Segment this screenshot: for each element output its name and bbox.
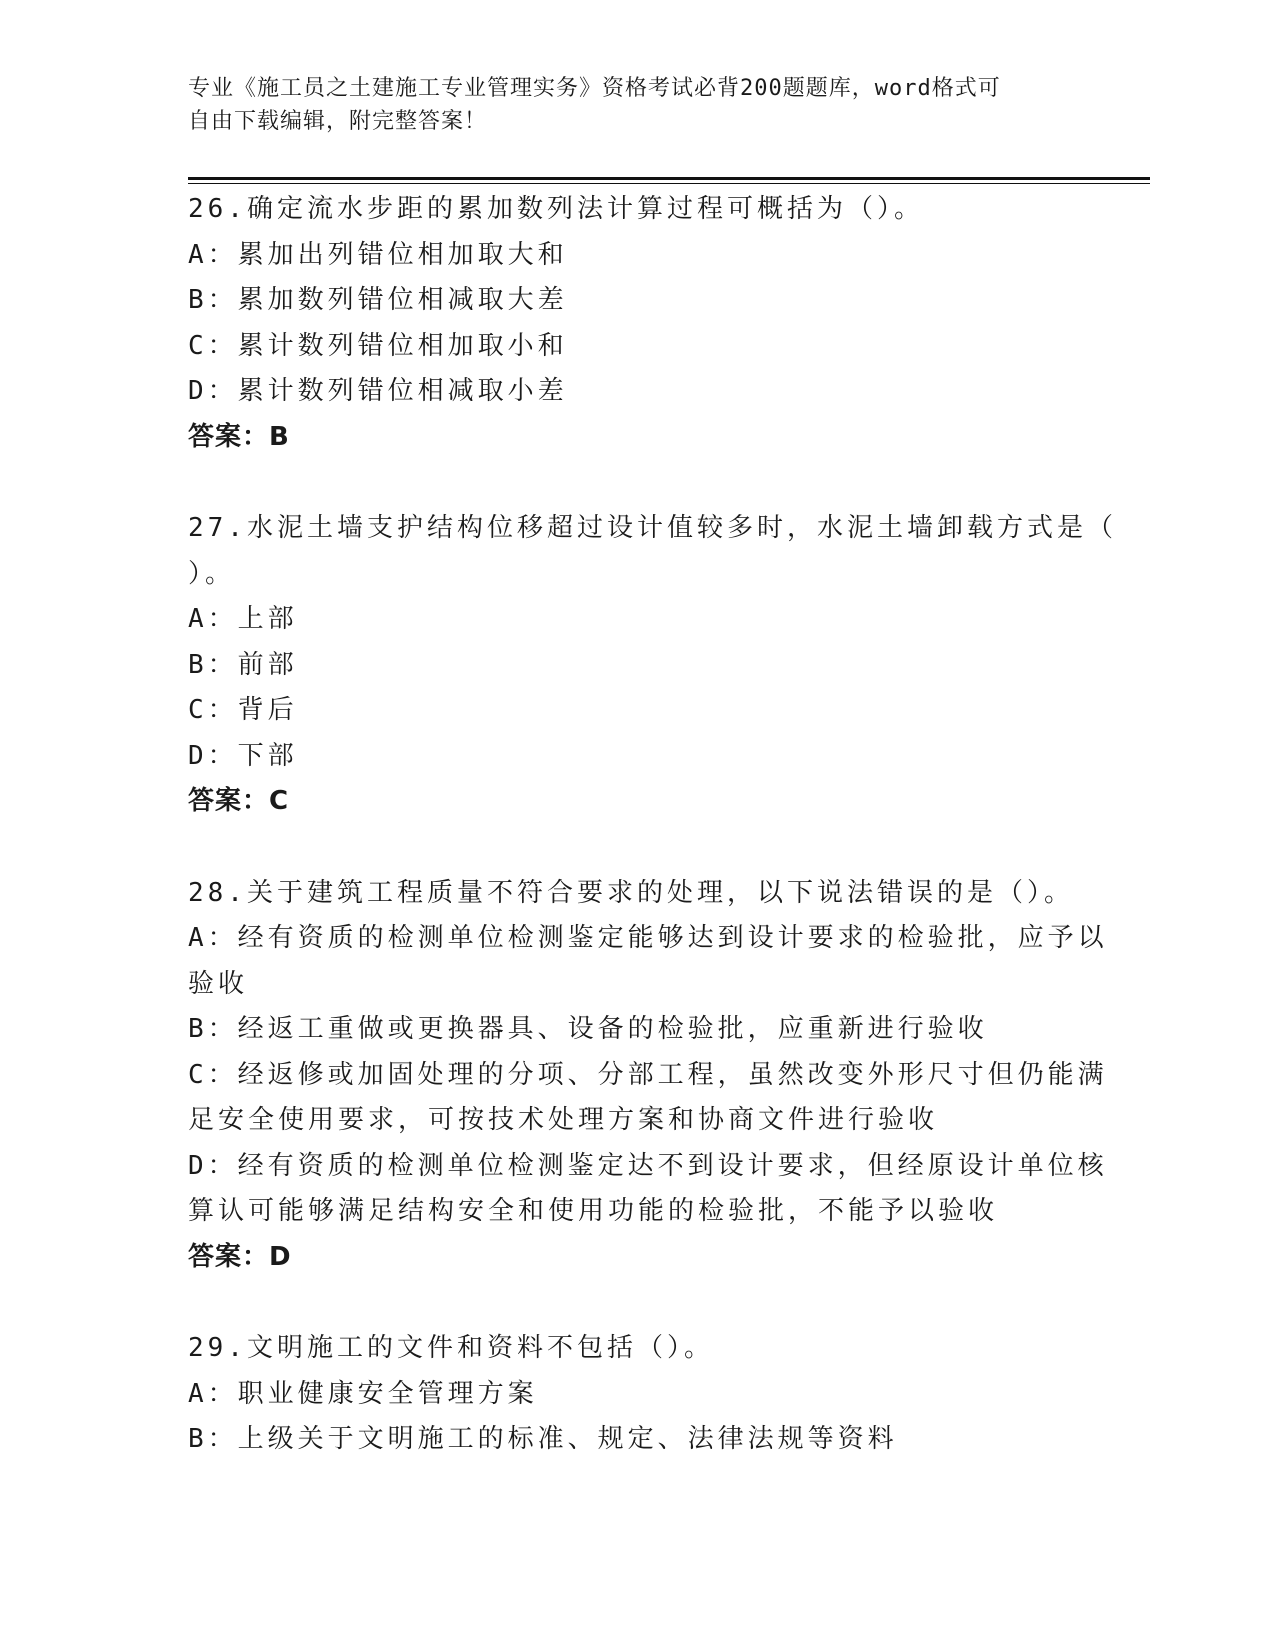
document-header <box>188 72 1068 138</box>
option-d: D：累计数列错位相减取小差 <box>188 376 568 406</box>
option-d: D：下部 <box>188 740 298 771</box>
question-spacer <box>188 825 1078 871</box>
question-stem: 27.水泥土墙支护结构位移超过设计值较多时，水泥土墙卸载方式是（ <box>188 513 1117 543</box>
question-block <box>188 871 1108 1281</box>
question-stem: 29.文明施工的文件和资料不包括（）。 <box>188 1333 714 1363</box>
answer-line: 答案：D <box>188 1241 292 1272</box>
question-spacer <box>188 460 1078 506</box>
answer-line: 答案：B <box>188 421 290 452</box>
option-c-continued: 足安全使用要求，可按技术处理方案和协商文件进行验收 <box>188 1105 939 1135</box>
answer-line: 答案：C <box>188 786 290 816</box>
option-a: A：上部 <box>188 604 298 634</box>
header-line: 专业《施工员之土建施工专业管理实务》资格考试必背200题题库，word格式可 <box>188 76 1001 101</box>
question-stem: 28.关于建筑工程质量不符合要求的处理，以下说法错误的是（）。 <box>188 877 1074 908</box>
option-a-continued: 验收 <box>188 968 249 999</box>
question-list <box>188 187 1117 1463</box>
option-d-continued: 算认可能够满足结构安全和使用功能的检验批，不能予以验收 <box>188 1196 999 1226</box>
option-b: B：累加数列错位相减取大差 <box>188 285 568 315</box>
question-stem: 26.确定流水步距的累加数列法计算过程可概括为（）。 <box>188 194 924 224</box>
option-c: C：累计数列错位相加取小和 <box>188 330 568 361</box>
option-b: B：上级关于文明施工的标准、规定、法律法规等资料 <box>188 1424 898 1454</box>
question-spacer <box>188 1280 1078 1326</box>
option-b: B：前部 <box>188 649 298 680</box>
option-a: A：经有资质的检测单位检测鉴定能够达到设计要求的检验批，应予以 <box>188 923 1108 953</box>
option-d: D：经有资质的检测单位检测鉴定达不到设计要求，但经原设计单位核 <box>188 1150 1108 1181</box>
question-block <box>188 1326 1078 1463</box>
header-divider-thick <box>188 177 1150 180</box>
option-c: C：经返修或加固处理的分项、分部工程，虽然改变外形尺寸但仍能满 <box>188 1059 1108 1090</box>
option-c: C：背后 <box>188 695 298 725</box>
question-stem-continued: ）。 <box>188 558 236 589</box>
header-line: 自由下载编辑，附完整答案！ <box>188 109 488 134</box>
question-block <box>188 187 1078 460</box>
question-block <box>188 506 1117 825</box>
header-divider-thin <box>188 183 1150 184</box>
option-b: B：经返工重做或更换器具、设备的检验批，应重新进行验收 <box>188 1014 988 1044</box>
option-a: A：职业健康安全管理方案 <box>188 1378 538 1409</box>
option-a: A：累加出列错位相加取大和 <box>188 239 568 270</box>
